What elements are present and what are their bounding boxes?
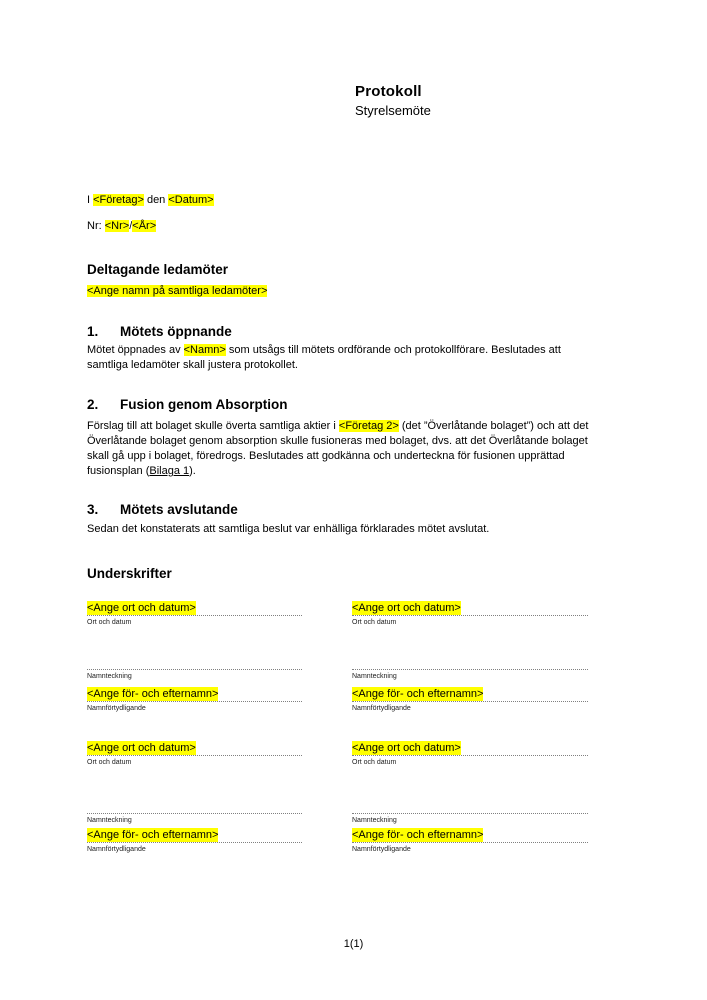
text-segment: Nr: [87, 220, 105, 232]
placeholder-highlight[interactable]: <Datum> [168, 194, 214, 206]
section-1-number: 1. [87, 324, 99, 339]
placeholder-namn[interactable]: <Ange för- och efternamn> [352, 829, 484, 841]
document-title: Protokoll [355, 83, 422, 100]
sig-field-namnteckning[interactable] [87, 804, 302, 814]
placeholder-ort-datum[interactable]: <Ange ort och datum> [87, 742, 196, 754]
section-2-title: Fusion genom Absorption [120, 397, 288, 412]
text-segment: / [129, 220, 133, 232]
text-segment: ). [189, 465, 196, 477]
sig-label-namnteckning: Namnteckning [87, 673, 132, 680]
section-2-body [87, 419, 599, 479]
document-subtitle: Styrelsemöte [355, 103, 431, 118]
placeholder-highlight[interactable]: <Företag> [93, 194, 144, 206]
sig-field-namnteckning[interactable] [87, 660, 302, 670]
placeholder-ort-datum[interactable]: <Ange ort och datum> [352, 742, 461, 754]
sig-label-namnfortydligande: Namnförtydligande [87, 846, 146, 853]
section-2-number: 2. [87, 397, 99, 412]
placeholder-namn[interactable]: <Ange för- och efternamn> [352, 688, 484, 700]
intro-line-number-year [87, 219, 156, 233]
section-3-body [87, 522, 599, 537]
sig-field-namnfortydligande[interactable] [352, 686, 588, 702]
section-1-title: Mötets öppnande [120, 324, 232, 339]
placeholder-highlight[interactable]: <Ange namn på samtliga ledamöter> [87, 285, 268, 297]
sig-field-ort-datum[interactable] [352, 599, 588, 616]
sig-label-namnteckning: Namnteckning [352, 673, 397, 680]
text-segment: I [87, 194, 94, 206]
signatures-heading: Underskrifter [87, 566, 172, 581]
sig-field-ort-datum[interactable] [87, 599, 302, 616]
sig-label-ort-datum: Ort och datum [352, 619, 397, 626]
placeholder-highlight[interactable]: <Företag 2> [338, 420, 399, 432]
section-1-heading [87, 324, 232, 340]
sig-field-namnfortydligande[interactable] [352, 827, 588, 843]
placeholder-highlight[interactable]: <År> [132, 220, 157, 232]
text-segment: Förslag till att bolaget skulle överta samtliga aktier i [87, 420, 339, 432]
sig-field-namnteckning[interactable] [352, 804, 588, 814]
participants-heading: Deltagande ledamöter [87, 262, 229, 277]
text-segment: som utsågs till mötets ordförande och protokollförare. Beslutades att samtliga ledamöter skall justera protokollet. [87, 344, 561, 371]
intro-line-company-date [87, 193, 214, 207]
sig-field-namnteckning[interactable] [352, 660, 588, 670]
sig-field-ort-datum[interactable] [352, 739, 588, 756]
title-block [355, 82, 431, 119]
placeholder-ort-datum[interactable]: <Ange ort och datum> [352, 602, 461, 614]
text-segment: den [143, 194, 169, 206]
sig-field-namnfortydligande[interactable] [87, 827, 302, 843]
sig-label-namnteckning: Namnteckning [87, 817, 132, 824]
section-3-number: 3. [87, 502, 99, 517]
placeholder-highlight[interactable]: <Nr> [104, 220, 130, 232]
sig-label-ort-datum: Ort och datum [87, 619, 132, 626]
section-2-heading [87, 397, 287, 413]
section-3-heading [87, 502, 238, 518]
placeholder-highlight[interactable]: <Namn> [183, 344, 226, 356]
placeholder-namn[interactable]: <Ange för- och efternamn> [87, 829, 219, 841]
text-segment: Mötet öppnades av [87, 344, 184, 356]
sig-label-namnfortydligande: Namnförtydligande [87, 705, 146, 712]
sig-label-ort-datum: Ort och datum [87, 759, 132, 766]
reference-underlined: Bilaga 1 [149, 465, 190, 477]
section-1-body [87, 343, 599, 373]
sig-label-namnteckning: Namnteckning [352, 817, 397, 824]
page-number: 1(1) [343, 938, 364, 950]
sig-label-namnfortydligande: Namnförtydligande [352, 705, 411, 712]
sig-label-ort-datum: Ort och datum [352, 759, 397, 766]
sig-field-namnfortydligande[interactable] [87, 686, 302, 702]
sig-label-namnfortydligande: Namnförtydligande [352, 846, 411, 853]
section-3-title: Mötets avslutande [120, 502, 238, 517]
sig-field-ort-datum[interactable] [87, 739, 302, 756]
placeholder-ort-datum[interactable]: <Ange ort och datum> [87, 602, 196, 614]
placeholder-namn[interactable]: <Ange för- och efternamn> [87, 688, 219, 700]
participants-placeholder [87, 284, 267, 298]
text-segment: Sedan det konstaterats att samtliga beslut var enhälliga förklarades mötet avslutat. [87, 523, 490, 535]
text-segment: (det ”Överlåtande bolaget”) och att det Överlåtande bolaget genom absorption skulle fusioneras med bolaget, dvs. att det Överlåtande bolaget skall gå upp i bolaget, föredrogs. Beslutades att godkänna och underteckna för fusionen upprättad fusionsplan ( [87, 420, 589, 477]
